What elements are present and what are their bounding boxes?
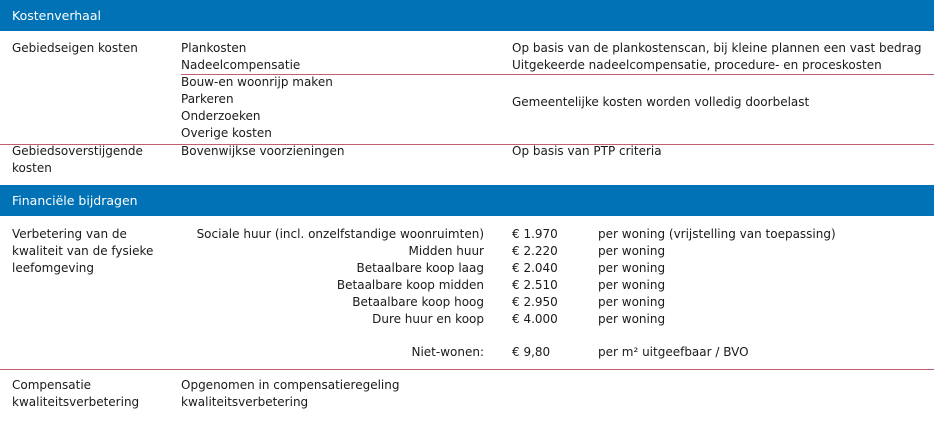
compensatie-text-2: kwaliteitsverbetering (181, 395, 309, 409)
rate-amount: € 1.970 (512, 227, 558, 241)
rate-unit: per woning (598, 312, 666, 326)
rate-amount: € 2.220 (512, 244, 558, 258)
rate-amount: € 2.040 (512, 261, 558, 275)
rate-label: Midden huur (408, 244, 484, 258)
rate-amount: € 2.510 (512, 278, 558, 292)
description: Op basis van de plankostenscan, bij kleine plannen een vast bedrag (512, 41, 922, 55)
rate-unit: per woning (598, 261, 666, 275)
section-title: Kostenverhaal (12, 8, 101, 23)
category-gebiedsoverstijgend-2: kosten (12, 161, 52, 175)
description: Op basis van PTP criteria (512, 144, 662, 158)
rate-label: Sociale huur (incl. onzelfstandige woonruimten) (196, 227, 484, 241)
category: Verbetering van de (12, 227, 127, 241)
rate-unit: per woning (598, 278, 666, 292)
category-compensatie-2: kwaliteitsverbetering (12, 395, 140, 409)
category-compensatie: Compensatie (12, 378, 92, 392)
item-plankosten: Plankosten (181, 41, 247, 55)
niet-wonen-label: Niet-wonen: (411, 345, 484, 359)
rate-label: Betaalbare koop hoog (352, 295, 484, 309)
rate-unit: per woning (vrijstelling van toepassing) (598, 227, 836, 241)
niet-wonen-amount: € 9,80 (512, 345, 551, 359)
section-header-financiele-bijdragen (0, 185, 934, 216)
rate-unit: per woning (598, 295, 666, 309)
item: Parkeren (181, 92, 234, 106)
description: Gemeentelijke kosten worden volledig doorbelast (512, 95, 810, 109)
item: Onderzoeken (181, 109, 261, 123)
niet-wonen-unit: per m² uitgeefbaar / BVO (598, 345, 749, 359)
rate-label: Betaalbare koop laag (356, 261, 484, 275)
rate-amount: € 4.000 (512, 312, 558, 326)
category-gebiedsoverstijgend: Gebiedsoverstijgende (12, 144, 143, 158)
item: Overige kosten (181, 126, 272, 140)
category: kwaliteit van de fysieke (12, 244, 154, 258)
section-header-kostenverhaal (0, 0, 934, 31)
item: Bouw-en woonrijp maken (181, 75, 333, 89)
item: Bovenwijkse voorzieningen (181, 144, 345, 158)
rate-unit: per woning (598, 244, 666, 258)
category: leefomgeving (12, 261, 95, 275)
section-title: Financiële bijdragen (12, 193, 138, 208)
rate-amount: € 2.950 (512, 295, 558, 309)
rate-label: Dure huur en koop (372, 312, 484, 326)
description: Uitgekeerde nadeelcompensatie, procedure- en proceskosten (512, 58, 882, 72)
divider (0, 369, 934, 370)
compensatie-text: Opgenomen in compensatieregeling (181, 378, 400, 392)
rate-label: Betaalbare koop midden (336, 278, 484, 292)
category-gebiedseigen: Gebiedseigen kosten (12, 41, 138, 55)
item-nadeelcompensatie: Nadeelcompensatie (181, 58, 301, 72)
